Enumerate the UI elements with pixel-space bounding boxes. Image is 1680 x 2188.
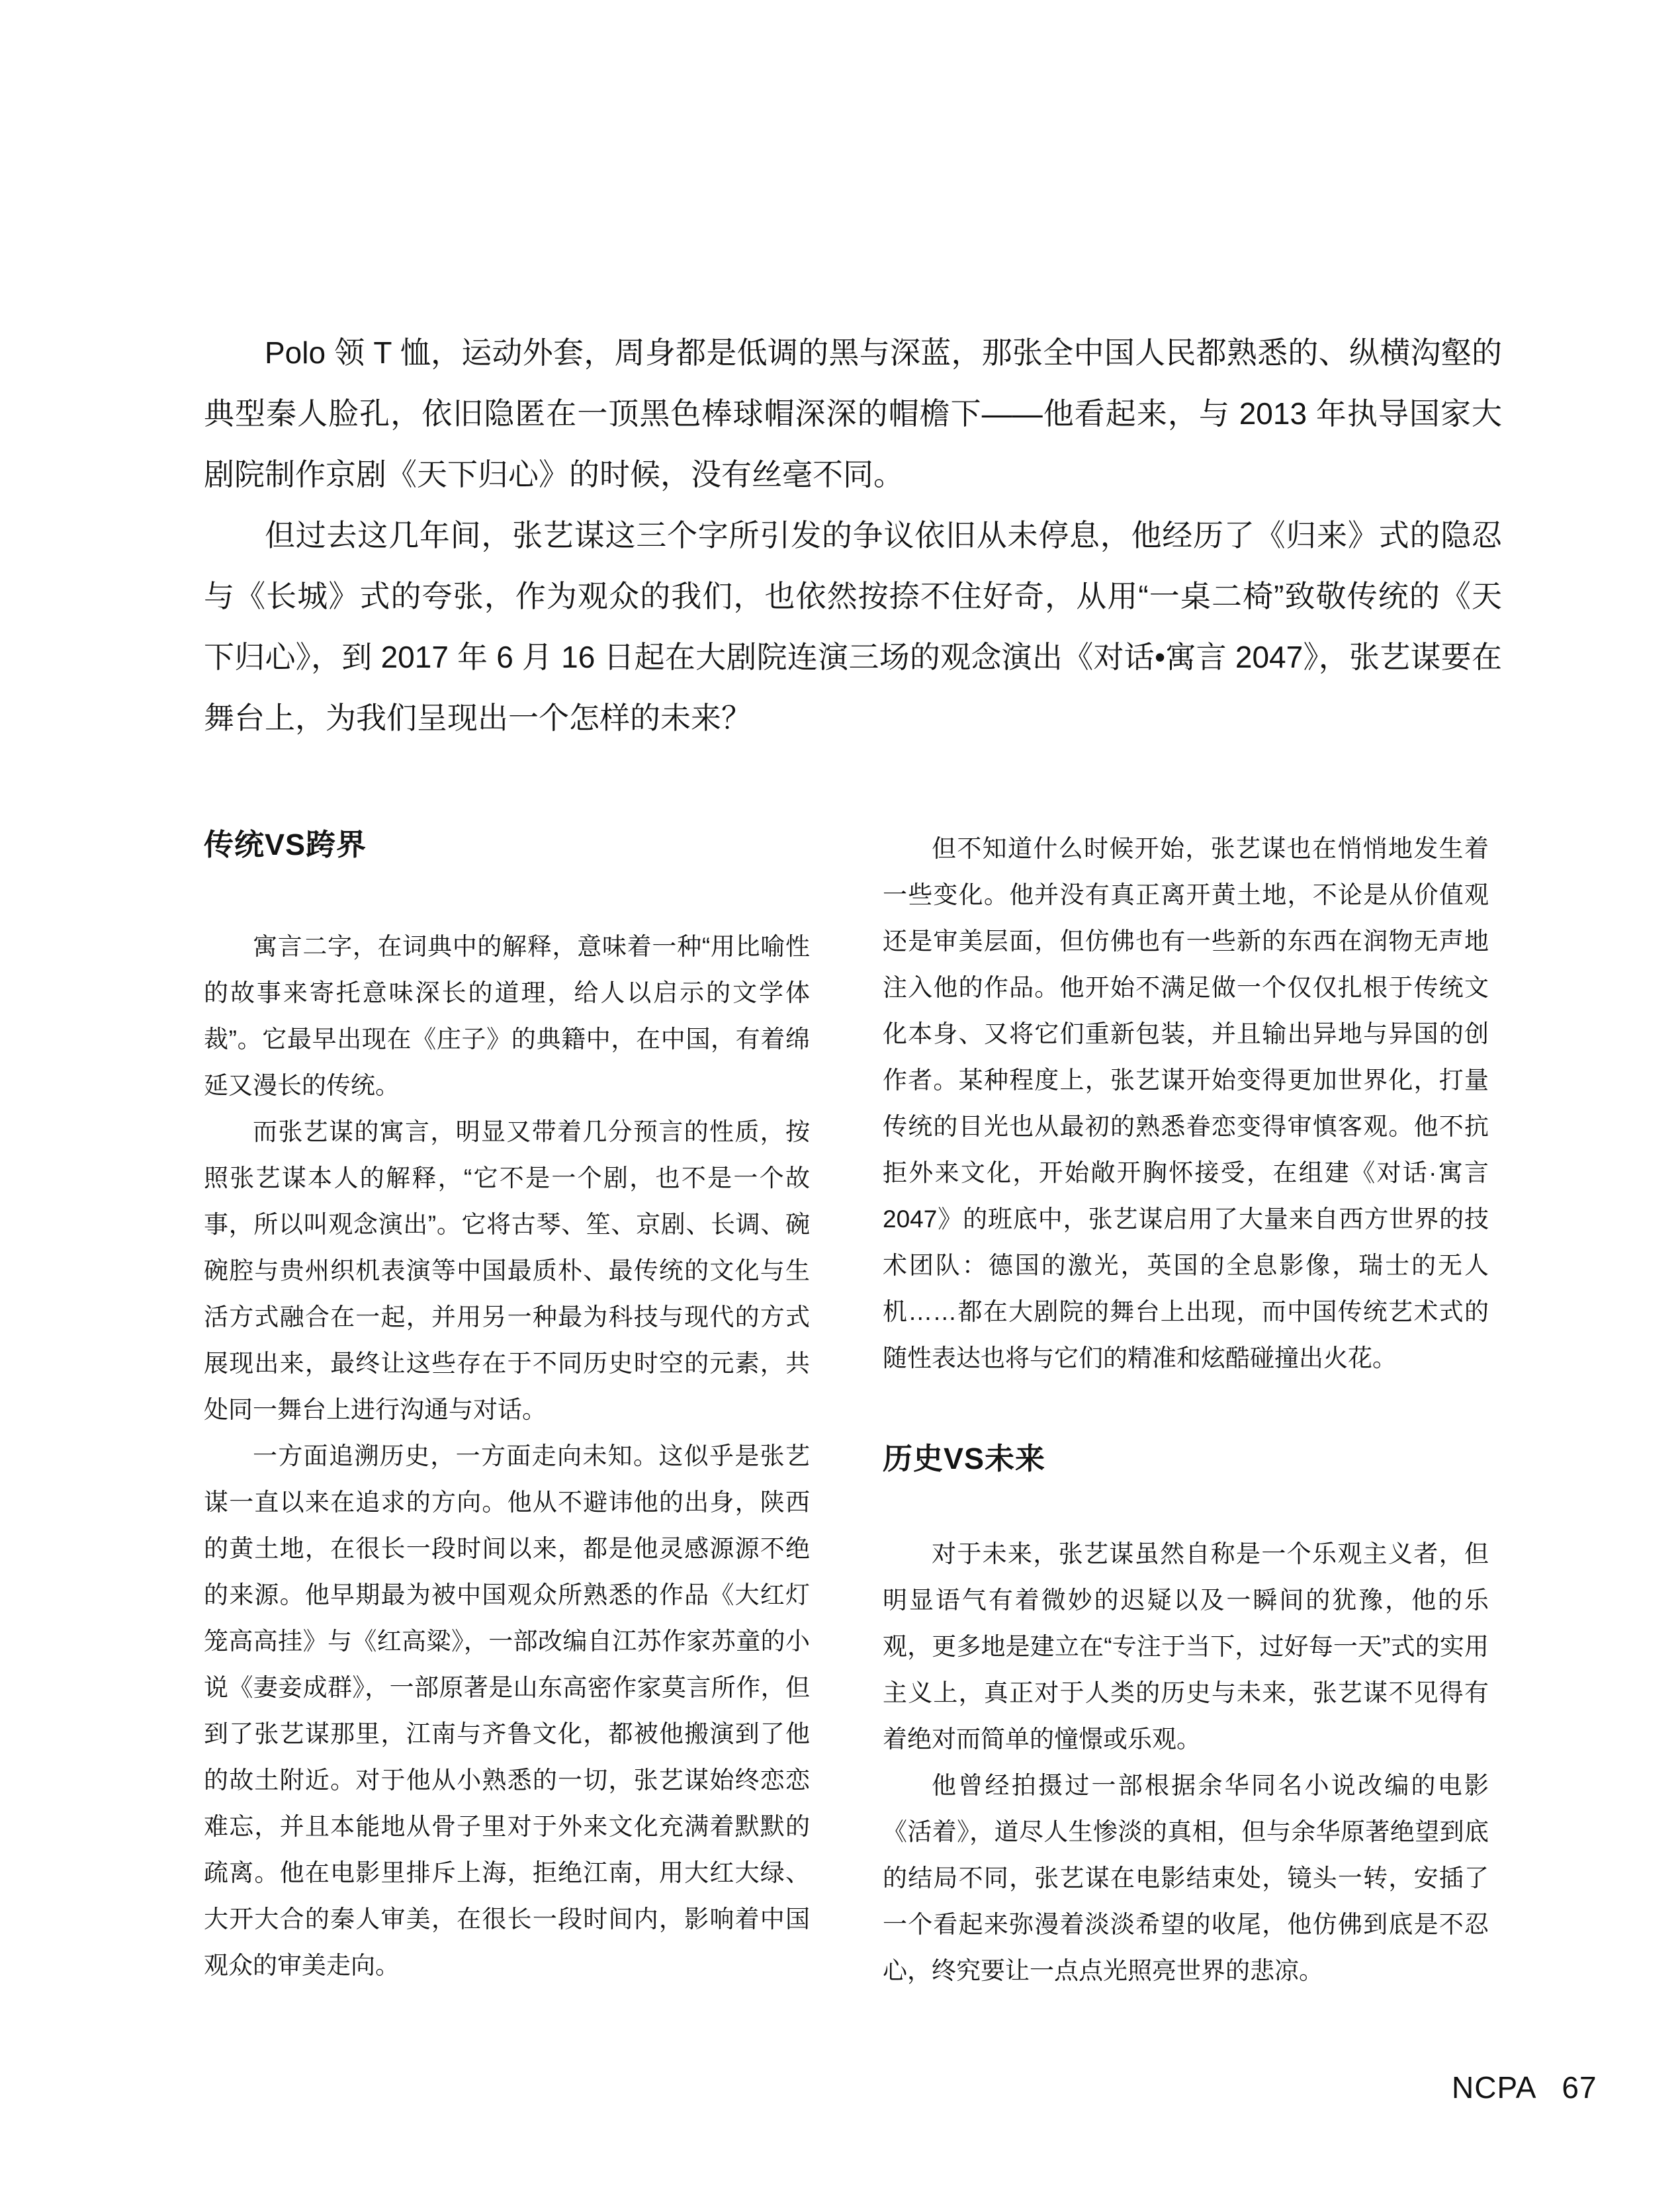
body-paragraph: 他曾经拍摄过一部根据余华同名小说改编的电影《活着》，道尽人生惨淡的真相，但与余华原著绝望到底的结局不同，张艺谋在电影结束处，镜头一转，安插了一个看起来弥漫着淡淡希望的收尾，他仿佛到底是不忍心，终究要让一点点光照亮世界的悲凉。	[883, 1772, 1489, 1984]
body-paragraph: 对于未来，张艺谋虽然自称是一个乐观主义者，但明显语气有着微妙的迟疑以及一瞬间的犹豫，他的乐观，更多地是建立在“专注于当下，过好每一天”式的实用主义上，真正对于人类的历史与未来，张艺谋不见得有着绝对而简单的憧憬或乐观。	[883, 1540, 1489, 1753]
intro-paragraph: 但过去这几年间，张艺谋这三个字所引发的争议依旧从未停息，他经历了《归来》式的隐忍与《长城》式的夸张，作为观众的我们，也依然按捺不住好奇，从用“一桌二椅”致敬传统的《天下归心》，到 2017 年 6 月 16 日起在大剧院连演三场的观念演出《对话•寓言 2047》，张艺谋要在舞台上，为我们呈现出一个怎样的未来？	[204, 518, 1502, 735]
right-column	[883, 826, 1489, 1994]
body-paragraph: 但不知道什么时候开始，张艺谋也在悄悄地发生着一些变化。他并没有真正离开黄土地，不论是从价值观还是审美层面，但仿佛也有一些新的东西在润物无声地注入他的作品。他开始不满足做一个仅仅扎根于传统文化本身、又将它们重新包装，并且输出异地与异国的创作者。某种程度上，张艺谋开始变得更加世界化，打量传统的目光也从最初的熟悉眷恋变得审慎客观。他不抗拒外来文化，开始敞开胸怀接受，在组建《对话·寓言 2047》的班底中，张艺谋启用了大量来自西方世界的技术团队：德国的激光，英国的全息影像，瑞士的无人机……都在大剧院的舞台上出现，而中国传统艺术式的随性表达也将与它们的精准和炫酷碰撞出火花。	[883, 835, 1489, 1372]
page-footer	[1452, 2070, 1597, 2105]
section-heading-tradition-vs-crossover: 传统VS跨界	[204, 828, 367, 861]
intro-section	[204, 322, 1502, 748]
body-paragraph: 一方面追溯历史，一方面走向未知。这似乎是张艺谋一直以来在追求的方向。他从不避讳他的出身，陕西的黄土地，在很长一段时间以来，都是他灵感源源不绝的来源。他早期最为被中国观众所熟悉的作品《大红灯笼高高挂》与《红高粱》，一部改编自江苏作家苏童的小说《妻妾成群》，一部原著是山东高密作家莫言所作，但到了张艺谋那里，江南与齐鲁文化，都被他搬演到了他的故土附近。对于他从小熟悉的一切，张艺谋始终恋恋难忘，并且本能地从骨子里对于外来文化充满着默默的疏离。他在电影里排斥上海，拒绝江南，用大红大绿、大开大合的秦人审美，在很长一段时间内，影响着中国观众的审美走向。	[204, 1442, 810, 1979]
section-heading-history-vs-future: 历史VS未来	[883, 1442, 1046, 1475]
intro-paragraph: Polo 领 T 恤，运动外套，周身都是低调的黑与深蓝，那张全中国人民都熟悉的、纵横沟壑的典型秦人脸孔，依旧隐匿在一顶黑色棒球帽深深的帽檐下——他看起来，与 2013 年执导国家大剧院制作京剧《天下归心》的时候，没有丝毫不同。	[204, 335, 1502, 492]
left-column	[204, 826, 810, 1989]
body-paragraph: 而张艺谋的寓言，明显又带着几分预言的性质，按照张艺谋本人的解释，“它不是一个剧，也不是一个故事，所以叫观念演出”。它将古琴、笙、京剧、长调、碗碗腔与贵州织机表演等中国最质朴、最传统的文化与生活方式融合在一起，并用另一种最为科技与现代的方式展现出来，最终让这些存在于不同历史时空的元素，共处同一舞台上进行沟通与对话。	[204, 1118, 810, 1423]
footer-page-number: 67	[1562, 2070, 1597, 2105]
body-paragraph: 寓言二字，在词典中的解释，意味着一种“用比喻性的故事来寄托意味深长的道理，给人以启示的文学体裁”。它最早出现在《庄子》的典籍中，在中国，有着绵延又漫长的传统。	[204, 933, 810, 1099]
footer-brand: NCPA	[1452, 2070, 1537, 2105]
